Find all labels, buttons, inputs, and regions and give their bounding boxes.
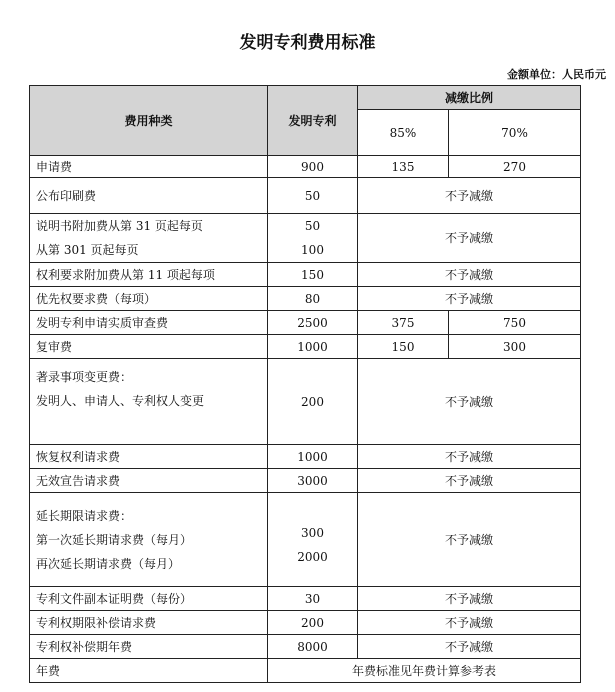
row-no-reduction: 不予减缴 [358, 611, 581, 635]
header-85-percent: 85% [358, 110, 449, 156]
row-fee: 3000 [268, 469, 358, 493]
row-fee: 50 [268, 178, 358, 214]
row-70: 270 [449, 156, 581, 178]
row-name: 专利权补偿期年费 [30, 635, 268, 659]
row-name-line: 说明书附加费从第 31 页起每页 [36, 219, 203, 233]
page-title: 发明专利费用标准 [239, 33, 376, 53]
row-name: 发明专利申请实质审查费 [30, 311, 268, 335]
table-row [30, 659, 581, 683]
row-fee-line: 50 [304, 219, 321, 233]
row-name: 专利权期限补偿请求费 [30, 611, 268, 635]
row-fee [268, 493, 358, 587]
table-row [30, 493, 581, 587]
table-row [30, 611, 581, 635]
row-fee: 1000 [268, 335, 358, 359]
row-fee [268, 214, 358, 263]
table-row [30, 214, 581, 263]
row-name: 公布印刷费 [30, 178, 268, 214]
row-no-reduction: 不予减缴 [358, 469, 581, 493]
table-row [30, 469, 581, 493]
header-invention-patent: 发明专利 [268, 86, 358, 156]
row-name: 年费 [30, 659, 268, 683]
row-85: 375 [358, 311, 449, 335]
row-name: 无效宣告请求费 [30, 469, 268, 493]
table-row [30, 156, 581, 178]
row-name: 复审费 [30, 335, 268, 359]
header-reduction-ratio: 减缴比例 [358, 86, 581, 110]
row-70: 300 [449, 335, 581, 359]
row-name: 权利要求附加费从第 11 项起每项 [30, 263, 268, 287]
row-name-line: 发明人、申请人、专利权人变更 [36, 394, 205, 408]
row-fee-line: 300 [301, 525, 324, 540]
table-row [30, 587, 581, 611]
row-no-reduction: 不予减缴 [358, 587, 581, 611]
row-fee: 80 [268, 287, 358, 311]
row-no-reduction: 不予减缴 [358, 359, 581, 445]
row-name [30, 359, 268, 445]
row-name: 专利文件副本证明费（每份） [30, 587, 268, 611]
currency-unit-note: 金额单位：人民币元 [507, 68, 606, 81]
row-name-line: 延长期限请求费： [36, 508, 133, 523]
table-row [30, 635, 581, 659]
row-name: 申请费 [30, 156, 268, 178]
row-name [30, 493, 268, 587]
row-name-line: 第一次延长期请求费（每月） [36, 532, 193, 547]
table-row [30, 263, 581, 287]
row-annual-note: 年费标准见年费计算参考表 [268, 659, 581, 683]
row-85: 150 [358, 335, 449, 359]
row-no-reduction: 不予减缴 [358, 178, 581, 214]
row-name: 优先权要求费（每项） [30, 287, 268, 311]
row-name [30, 214, 268, 263]
table-row [30, 178, 581, 214]
table-row [30, 359, 581, 445]
row-no-reduction: 不予减缴 [358, 635, 581, 659]
row-85: 135 [358, 156, 449, 178]
row-no-reduction: 不予减缴 [358, 263, 581, 287]
header-70-percent: 70% [449, 110, 581, 156]
table-row [30, 445, 581, 469]
row-fee: 1000 [268, 445, 358, 469]
row-fee: 30 [268, 587, 358, 611]
row-fee: 2500 [268, 311, 358, 335]
row-name-line: 从第 301 页起每页 [36, 243, 139, 257]
row-fee: 900 [268, 156, 358, 178]
row-no-reduction: 不予减缴 [358, 214, 581, 263]
row-no-reduction: 不予减缴 [358, 445, 581, 469]
table-row [30, 335, 581, 359]
row-no-reduction: 不予减缴 [358, 493, 581, 587]
row-fee: 200 [268, 611, 358, 635]
table-row [30, 287, 581, 311]
row-fee: 200 [268, 359, 358, 445]
header-category: 费用种类 [30, 86, 268, 156]
table-row [30, 311, 581, 335]
row-no-reduction: 不予减缴 [358, 287, 581, 311]
row-fee: 8000 [268, 635, 358, 659]
row-70: 750 [449, 311, 581, 335]
row-name-line: 再次延长期请求费（每月） [36, 556, 181, 571]
row-name: 恢复权利请求费 [30, 445, 268, 469]
fee-table [29, 85, 581, 683]
row-fee: 150 [268, 263, 358, 287]
row-fee-line: 2000 [297, 549, 328, 564]
row-name-line: 著录事项变更费： [36, 370, 133, 384]
row-fee-line: 100 [301, 243, 324, 257]
